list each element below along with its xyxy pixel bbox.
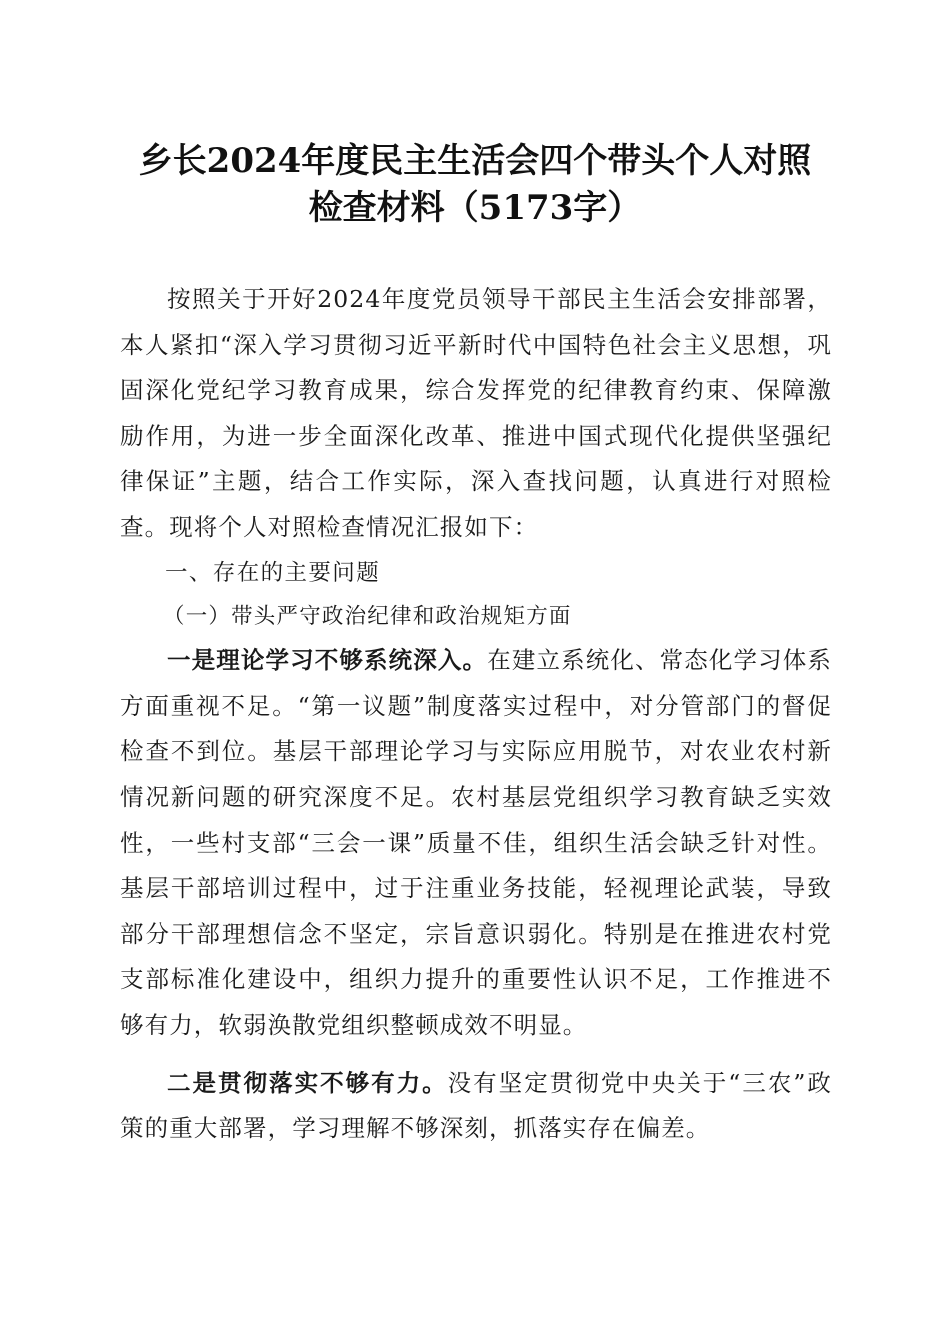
point-paragraph-1 [120, 638, 832, 1048]
intro-paragraph: 按照关于开好2024年度党员领导干部民主生活会安排部署，本人紧扣“深入学习贯彻习近平新时代中国特色社会主义思想，巩固深化党纪学习教育成果，综合发挥党的纪律教育约束、保障激励作用，为进一步全面深化改革、推进中国式现代化提供坚强纪律保证”主题，结合工作实际，深入查找问题，认真进行对照检查。现将个人对照检查情况汇报如下： [120, 285, 832, 541]
point-paragraph-2 [120, 1061, 832, 1152]
subsection-heading: （一）带头严守政治纪律和政治规矩方面 [163, 604, 572, 630]
document-title-line-1: 乡长2024年度民主生活会四个带头个人对照 [138, 141, 812, 181]
point-1-lead: 一是理论学习不够系统深入。 [167, 646, 488, 675]
point-1-text: 在建立系统化、常态化学习体系方面重视不足。“第一议题”制度落实过程中，对分管部门的督促检查不到位。基层干部理论学习与实际应用脱节，对农业农村新情况新问题的研究深度不足。农村基层党组织学习教育缺乏实效性，一些村支部“三会一课”质量不佳，组织生活会缺乏针对性。基层干部培训过程中，过于注重业务技能，轻视理论武装，导致部分干部理想信念不坚定，宗旨意识弱化。特别是在推进农村党支部标准化建设中，组织力提升的重要性认识不足，工作推进不够有力，软弱涣散党组织整顿成效不明显。 [120, 646, 832, 1039]
paragraph-spacer [120, 1049, 832, 1061]
point-2-text: 没有坚定贯彻党中央关于“三农”政策的重大部署，学习理解不够深刻，抓落实存在偏差。 [120, 1068, 832, 1143]
document-body [120, 277, 832, 1152]
section-heading: 一、存在的主要问题 [165, 559, 381, 586]
point-2-lead: 二是贯彻落实不够有力。 [167, 1068, 448, 1097]
document-title-line-2: 检查材料（5173字） [308, 188, 642, 228]
